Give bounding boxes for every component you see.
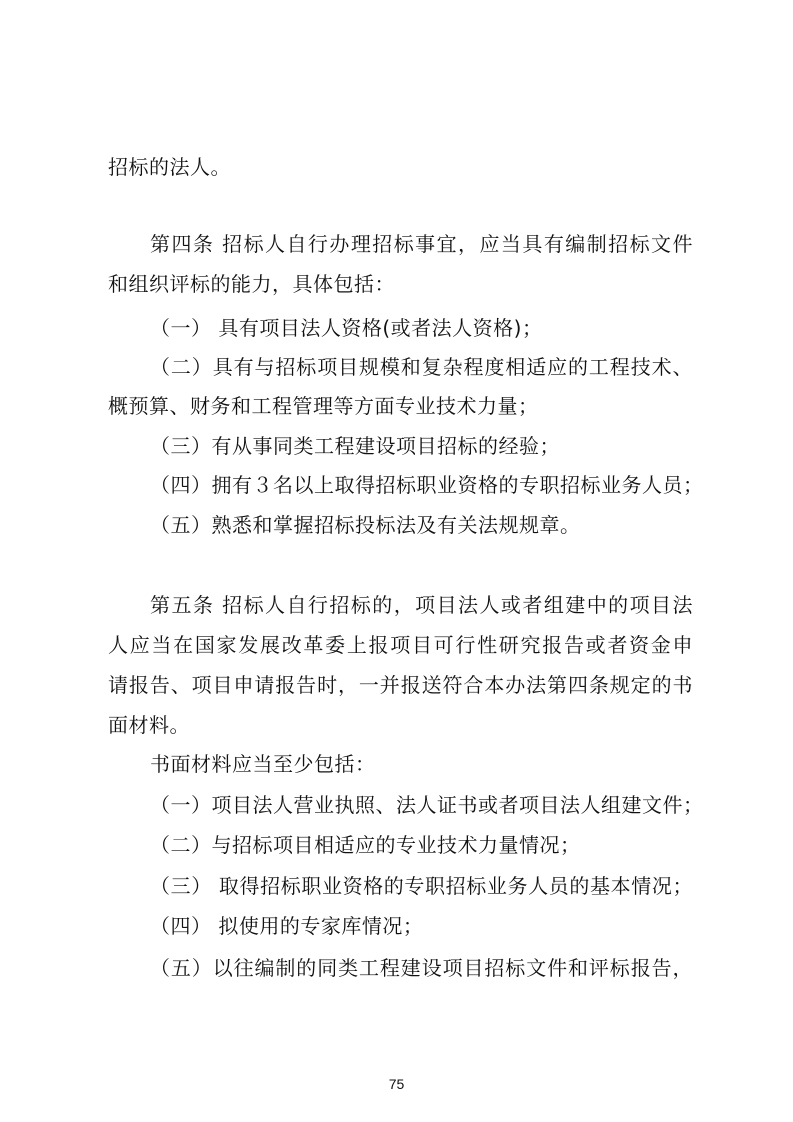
text-line: 人应当在国家发展改革委上报项目可行性研究报告或者资金申 bbox=[108, 633, 693, 657]
article-5-heading-line: 第五条 招标人自行招标的，项目法人或者组建中的项目法 bbox=[150, 593, 693, 617]
text-line: 请报告、项目申请报告时，一并报送符合本办法第四条规定的书 bbox=[108, 673, 693, 697]
text-line: 招标的法人。 bbox=[108, 155, 231, 179]
text-line: 概预算、财务和工程管理等方面专业技术力量； bbox=[108, 394, 539, 418]
list-item: （一） 具有项目法人资格(或者法人资格)； bbox=[150, 316, 543, 340]
article-4-heading-line: 第四条 招标人自行办理招标事宜，应当具有编制招标文件 bbox=[150, 232, 693, 256]
text-line: 面材料。 bbox=[108, 713, 190, 737]
text-line: 书面材料应当至少包括： bbox=[150, 752, 376, 776]
list-item: （五）以往编制的同类工程建设项目招标文件和评标报告， bbox=[150, 956, 693, 980]
list-item: （二）具有与招标项目规模和复杂程度相适应的工程技术、 bbox=[150, 355, 693, 379]
list-item: （四） 拟使用的专家库情况； bbox=[150, 914, 424, 938]
list-item: （三）有从事同类工程建设项目招标的经验； bbox=[150, 434, 560, 458]
list-item: （五）熟悉和掌握招标投标法及有关法规规章。 bbox=[150, 513, 581, 537]
list-item: （一）项目法人营业执照、法人证书或者项目法人组建文件； bbox=[150, 793, 704, 817]
page-number: 75 bbox=[388, 1076, 405, 1092]
list-item: （四）拥有３名以上取得招标职业资格的专职招标业务人员； bbox=[150, 473, 704, 497]
list-item: （二）与招标项目相适应的专业技术力量情况； bbox=[150, 833, 581, 857]
list-item: （三） 取得招标职业资格的专职招标业务人员的基本情况； bbox=[150, 874, 693, 898]
text-line: 和组织评标的能力，具体包括： bbox=[108, 272, 395, 296]
